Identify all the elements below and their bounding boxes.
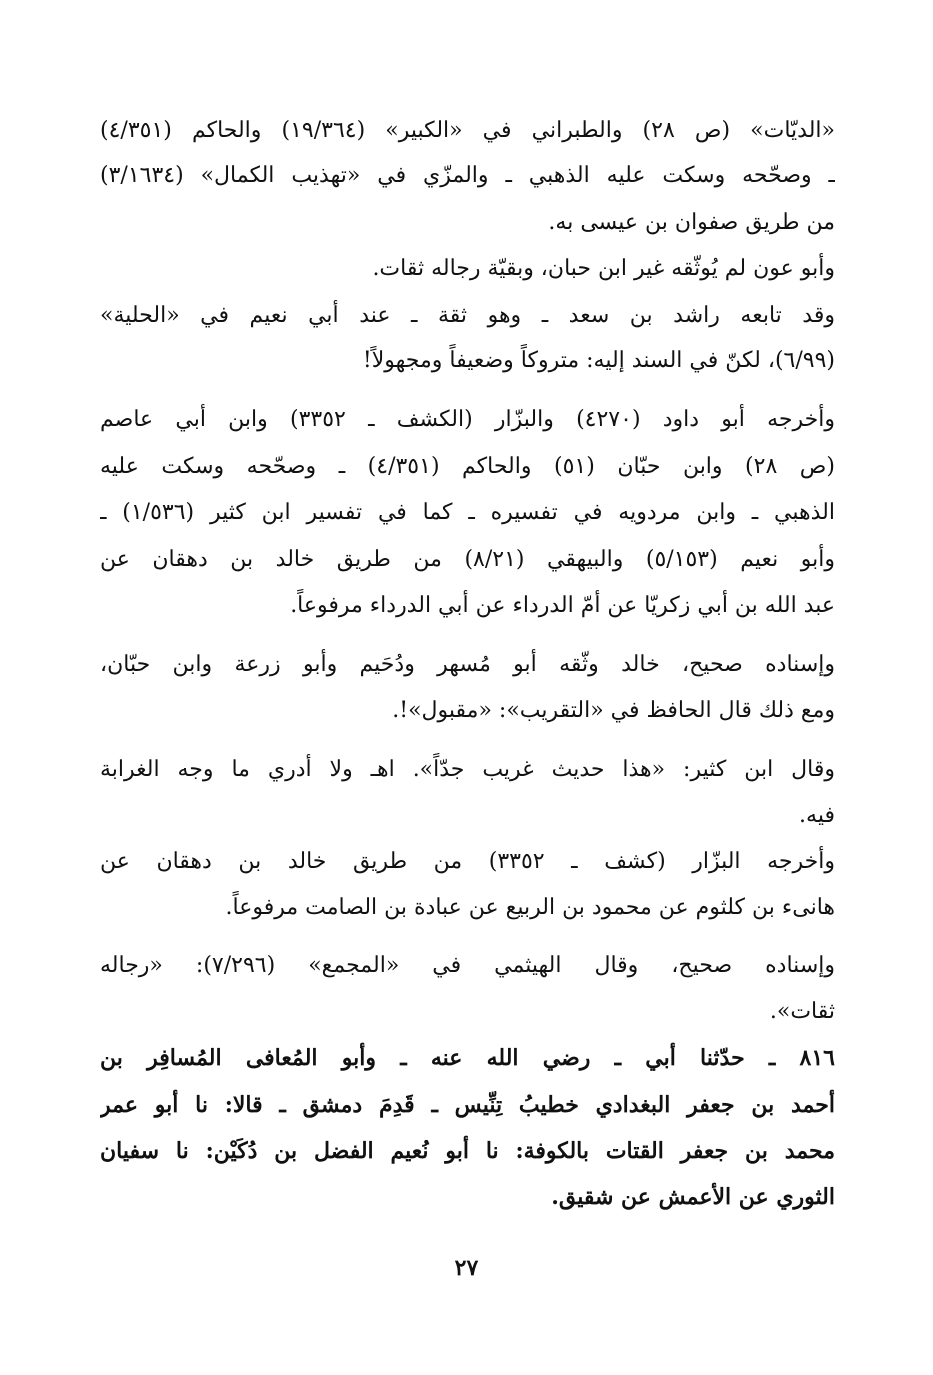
text-line: (٦/٩٩)، لكنّ في السند إليه: متروكاً وضعيفاً ومجهولاً!: [362, 348, 835, 373]
text-line: وأخرجه البزّار (كشف ـ ٣٣٥٢) من طريق خالد بن دهقان عن: [100, 849, 835, 874]
hadith-line: الثوري عن الأعمش عن شقيق.: [551, 1184, 835, 1210]
text-line: عبد الله بن أبي زكريّا عن أمّ الدرداء عن أبي الدرداء مرفوعاً.: [290, 593, 835, 618]
text-line: وقال ابن كثير: «هذا حديث غريب جدّاً». اهـ ولا أدري ما وجه الغرابة: [100, 757, 835, 782]
text-line: وإسناده صحيح، خالد وثّقه أبو مُسهر ودُحَيم وأبو زرعة وابن حبّان،: [100, 652, 835, 677]
text-line: من طريق صفوان بن عيسى به.: [548, 210, 835, 235]
hadith-line: ٨١٦ ـ حدّثنا أبي ـ رضي الله عنه ـ وأبو المُعافى المُسافِر بن: [100, 1045, 835, 1071]
text-line: وقد تابعه راشد بن سعد ـ وهو ثقة ـ عند أبي نعيم في «الحلية»: [100, 303, 835, 328]
page-number: ٢٧: [454, 1255, 479, 1281]
text-line: «الديّات» (ص ٢٨) والطبراني في «الكبير» (١٩/٣٦٤) والحاكم (٤/٣٥١): [100, 118, 835, 143]
text-line: وإسناده صحيح، وقال الهيثمي في «المجمع» (٧/٢٩٦): «رجاله: [100, 953, 835, 978]
hadith-line: محمد بن جعفر القتات بالكوفة: نا أبو نُعيم الفضل بن دُكَيْن: نا سفيان: [100, 1138, 835, 1164]
text-line: (ص ٢٨) وابن حبّان (٥١) والحاكم (٤/٣٥١) ـ وصحّحه وسكت عليه: [100, 454, 835, 479]
text-line: الذهبي ـ وابن مردويه في تفسيره ـ كما في تفسير ابن كثير (١/٥٣٦) ـ: [100, 500, 835, 525]
text-line: وأبو نعيم (٥/١٥٣) والبيهقي (٨/٢١) من طريق خالد بن دهقان عن: [100, 547, 835, 572]
text-line: فيه.: [799, 803, 835, 828]
text-line: وأبو عون لم يُوثّقه غير ابن حبان، وبقيّة رجاله ثقات.: [372, 256, 835, 281]
text-line: ومع ذلك قال الحافظ في «التقريب»: «مقبول»!.: [392, 698, 835, 723]
hadith-line: أحمد بن جعفر البغدادي خطيبُ تِنِّيس ـ قَدِمَ دمشق ـ قالا: نا أبو عمر: [100, 1092, 835, 1118]
text-line: هانىء بن كلثوم عن محمود بن الربيع عن عبادة بن الصامت مرفوعاً.: [225, 895, 835, 920]
text-line: وأخرجه أبو داود (٤٢٧٠) والبزّار (الكشف ـ ٣٣٥٢) وابن أبي عاصم: [100, 407, 835, 432]
text-line: ثقات».: [769, 999, 835, 1024]
text-line: ـ وصحّحه وسكت عليه الذهبي ـ والمزّي في «تهذيب الكمال» (٣/١٦٣٤): [100, 163, 835, 188]
